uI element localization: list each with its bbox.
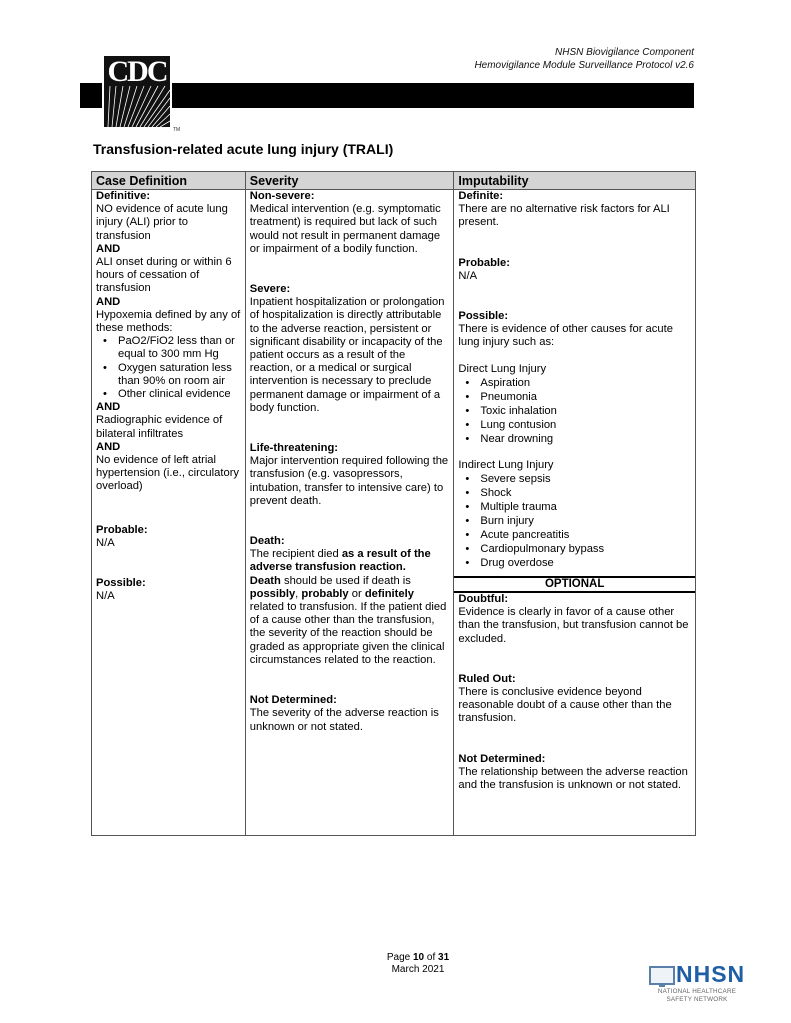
list-item: • Pneumonia: [480, 390, 691, 404]
criterion-1: NO evidence of acute lung injury (ALI) prior to transfusion: [96, 203, 228, 242]
nonsevere-text: Medical intervention (e.g. symptomatic treatment) is required but lack of such would not result in permanent damage or impairment of a bodily function.: [249, 203, 441, 255]
death-text-part: ,: [295, 587, 302, 600]
list-item: • Toxic inhalation: [480, 404, 691, 418]
page-title: Transfusion-related acute lung injury (TRALI): [93, 141, 394, 157]
table-body-row: [92, 190, 696, 836]
death-text-bold: definitely: [364, 587, 414, 600]
case-definition-cell: [92, 190, 246, 836]
not-determined-text: The severity of the adverse reaction is unknown or not stated.: [249, 707, 439, 733]
header-line-protocol: Hemovigilance Module Surveillance Protocol v2.6: [474, 60, 694, 71]
doubtful-text: Evidence is clearly in favor of a cause other than the transfusion, but transfusion cannot be excluded.: [458, 606, 689, 645]
death-text-part: or: [348, 587, 365, 600]
death-text-part: should be used if death is: [280, 574, 411, 587]
list-item: • Cardiopulmonary bypass: [480, 542, 691, 556]
definitive-label: Definitive:: [96, 190, 151, 202]
probable-label: Probable:: [96, 523, 148, 536]
possible-text: N/A: [96, 590, 115, 603]
possible-text: There is evidence of other causes for acute lung injury such as:: [458, 323, 673, 349]
page-footer: [360, 952, 476, 976]
and-connector: AND: [96, 440, 121, 453]
list-item: • Acute pancreatitis: [480, 528, 691, 542]
list-item: • Multiple trauma: [480, 500, 691, 514]
definite-text: There are no alternative risk factors for ALI present.: [458, 203, 670, 229]
probable-text: N/A: [96, 536, 115, 549]
nhsn-logo: [647, 961, 747, 1003]
possible-label: Possible:: [96, 577, 146, 590]
cdc-logo: [102, 54, 172, 129]
header-black-bar: [80, 83, 694, 108]
page-number: [360, 952, 476, 964]
direct-lung-injury-label: Direct Lung Injury: [458, 362, 547, 375]
list-item: • Shock: [480, 486, 691, 500]
severe-text: Inpatient hospitalization or prolongation of hospitalization is directly attributable to the adverse reaction, persistent or significant disability or incapacity of the patient occurs as a result of the reaction, or a medical or surgical intervention is necessary to preclude permanent damage or impairment of a body function.: [249, 296, 445, 414]
nhsn-logo-subtitle: [647, 988, 747, 1003]
criterion-3: Hypoxemia defined by any of these methods:: [96, 308, 241, 335]
monitor-icon: [649, 966, 675, 985]
page-of: of: [424, 952, 439, 963]
table-header-row: [92, 172, 696, 190]
life-threatening-label: Life-threatening:: [249, 442, 339, 455]
list-item: • Near drowning: [480, 432, 691, 446]
and-connector: AND: [96, 295, 121, 308]
list-item: • Burn injury: [480, 514, 691, 528]
ruled-out-text: There is conclusive evidence beyond reasonable doubt of a cause other than the transfusion.: [458, 686, 672, 725]
possible-label: Possible:: [458, 310, 509, 323]
list-item: • Aspiration: [480, 376, 691, 390]
probable-text: N/A: [458, 269, 478, 282]
imputability-main-section: [454, 190, 695, 576]
probable-label: Probable:: [458, 256, 510, 269]
cdc-logo-text: CDC: [107, 56, 167, 88]
criterion-2: ALI onset during or within 6 hours of cessation of transfusion: [96, 256, 232, 295]
header-line-component: NHSN Biovigilance Component: [555, 47, 694, 58]
nhsn-logo-text: NHSN: [676, 961, 746, 987]
trademark-mark: TM: [173, 127, 181, 133]
death-text-bold: possibly: [249, 587, 296, 600]
criterion-4: Radiographic evidence of bilateral infiltrates: [96, 414, 223, 440]
imputability-optional-section: [454, 593, 695, 792]
not-determined-label: Not Determined:: [458, 752, 546, 765]
ruled-out-label: Ruled Out:: [458, 672, 516, 685]
life-threatening-text: Major intervention required following the transfusion (e.g. vasopressors, intubation, transfer to intensive care) to prevent death.: [249, 455, 449, 507]
and-connector: AND: [96, 401, 121, 414]
indirect-lung-injury-list: [458, 472, 691, 570]
list-item: • Drug overdose: [480, 556, 691, 570]
total-pages: 31: [438, 952, 450, 963]
death-text-part: related to transfusion. If the patient died of a cause other than the transfusion, the severity of the reaction should be graded as appropriate given the clinical circumstances related to the reaction.: [249, 601, 447, 666]
column-header-severity: Severity: [245, 172, 454, 190]
death-text-bold: Death: [249, 574, 281, 587]
list-item: • PaO2/FiO2 less than or equal to 300 mm Hg: [118, 335, 241, 361]
optional-section-header: OPTIONAL: [454, 576, 695, 593]
publication-date: March 2021: [391, 964, 445, 975]
nhsn-subtitle-line: NATIONAL HEALTHCARE: [657, 988, 737, 995]
nonsevere-label: Non-severe:: [249, 190, 315, 202]
imputability-cell: [454, 190, 696, 836]
not-determined-label: Not Determined:: [249, 694, 337, 707]
severity-cell: [245, 190, 454, 836]
column-header-case-definition: Case Definition: [92, 172, 246, 190]
list-item: • Lung contusion: [480, 418, 691, 432]
indirect-lung-injury-label: Indirect Lung Injury: [458, 458, 554, 471]
death-label: Death:: [249, 535, 285, 548]
death-text: [250, 548, 450, 667]
severe-label: Severe:: [249, 283, 291, 296]
death-text-bold: as a result of the adverse transfusion reaction.: [249, 548, 431, 574]
trali-table: [91, 171, 696, 836]
column-header-imputability: Imputability: [454, 172, 696, 190]
direct-lung-injury-list: [458, 376, 691, 446]
current-page: 10: [412, 952, 425, 963]
hypoxemia-methods-list: [96, 335, 241, 401]
nhsn-subtitle-line: SAFETY NETWORK: [666, 995, 728, 1003]
page-prefix: Page: [386, 952, 413, 963]
list-item: • Other clinical evidence: [118, 388, 241, 401]
definite-label: Definite:: [458, 190, 504, 202]
death-text-part: The recipient died: [249, 548, 342, 561]
not-determined-text: The relationship between the adverse reaction and the transfusion is unknown or not stated.: [458, 765, 688, 792]
list-item: • Oxygen saturation less than 90% on room air: [118, 362, 241, 388]
criterion-5: No evidence of left atrial hypertension (i.e., circulatory overload): [96, 454, 240, 493]
and-connector: AND: [96, 242, 121, 255]
death-text-bold: probably: [301, 587, 349, 600]
doubtful-label: Doubtful:: [458, 593, 509, 606]
running-header: [474, 46, 694, 72]
list-item: • Severe sepsis: [480, 472, 691, 486]
